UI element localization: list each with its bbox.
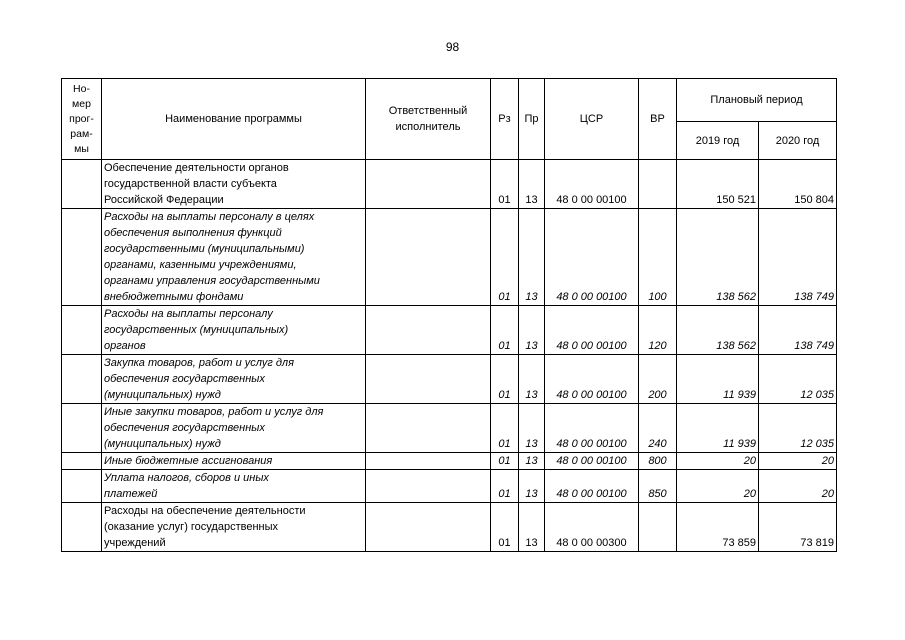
csr-cell: 48 0 00 00100 (545, 404, 639, 453)
executor-cell (366, 470, 491, 503)
executor-cell (366, 404, 491, 453)
program-name-line: Обеспечение деятельности органов (104, 162, 289, 174)
amount-2020-cell: 12 035 (759, 404, 837, 453)
program-number-cell (62, 160, 102, 209)
amount-2020-cell: 73 819 (759, 503, 837, 552)
pr-cell: 13 (519, 503, 545, 552)
header-num-line: Но- (73, 82, 90, 95)
program-name-line: (муниципальных) нужд (104, 389, 221, 401)
program-name-cell (102, 453, 366, 470)
program-name-line: органов (104, 340, 146, 352)
program-name-cell (102, 209, 366, 306)
pr-cell: 13 (519, 160, 545, 209)
csr-cell: 48 0 00 00100 (545, 355, 639, 404)
rz-cell: 01 (491, 453, 519, 470)
csr-cell: 48 0 00 00100 (545, 453, 639, 470)
budget-table (61, 78, 837, 552)
header-rz: Рз (491, 79, 519, 160)
program-name-line: Иные закупки товаров, работ и услуг для (104, 406, 324, 418)
program-name-line: государственной власти субъекта (104, 178, 277, 190)
csr-cell: 48 0 00 00300 (545, 503, 639, 552)
rz-cell: 01 (491, 470, 519, 503)
amount-2019-cell: 73 859 (677, 503, 759, 552)
program-number-cell (62, 404, 102, 453)
amount-2020-cell: 150 804 (759, 160, 837, 209)
amount-2020-cell: 12 035 (759, 355, 837, 404)
amount-2020-cell: 20 (759, 453, 837, 470)
header-num-line: прог- (69, 112, 94, 125)
table-row (62, 470, 837, 503)
program-name-cell (102, 470, 366, 503)
executor-cell (366, 160, 491, 209)
executor-cell (366, 355, 491, 404)
table-row (62, 306, 837, 355)
program-name-line: обеспечения государственных (104, 422, 265, 434)
header-program-number (62, 79, 102, 160)
program-number-cell (62, 503, 102, 552)
amount-2020-cell: 20 (759, 470, 837, 503)
csr-cell: 48 0 00 00100 (545, 306, 639, 355)
program-name-line: Российской Федерации (104, 194, 224, 206)
header-executor-line: исполнитель (395, 121, 461, 133)
header-num-line: мер (72, 97, 91, 110)
table-row (62, 503, 837, 552)
executor-cell (366, 209, 491, 306)
table-row (62, 209, 837, 306)
page-number: 98 (445, 40, 460, 54)
pr-cell: 13 (519, 470, 545, 503)
header-num-line: рам- (70, 127, 93, 140)
program-name-line: Расходы на выплаты персоналу (104, 308, 273, 320)
amount-2019-cell: 11 939 (677, 355, 759, 404)
csr-cell: 48 0 00 00100 (545, 160, 639, 209)
program-name-line: государственных (муниципальных) (104, 324, 289, 336)
program-name-line: Закупка товаров, работ и услуг для (104, 357, 295, 369)
amount-2019-cell: 150 521 (677, 160, 759, 209)
program-name-cell (102, 306, 366, 355)
header-year-2019: 2019 год (677, 122, 759, 160)
rz-cell: 01 (491, 160, 519, 209)
header-executor (366, 79, 491, 160)
table-row (62, 453, 837, 470)
program-name-line: Уплата налогов, сборов и иных (104, 472, 269, 484)
header-executor-line: Ответственный (388, 105, 468, 117)
amount-2019-cell: 20 (677, 470, 759, 503)
program-number-cell (62, 306, 102, 355)
program-name-line: обеспечения государственных (104, 373, 265, 385)
vr-cell: 800 (639, 453, 677, 470)
program-name-cell (102, 355, 366, 404)
program-name-line: Расходы на обеспечение деятельности (104, 505, 306, 517)
pr-cell: 13 (519, 306, 545, 355)
program-name-line: Расходы на выплаты персоналу в целях (104, 211, 315, 223)
header-year-2020: 2020 год (759, 122, 837, 160)
pr-cell: 13 (519, 209, 545, 306)
program-number-cell (62, 355, 102, 404)
rz-cell: 01 (491, 306, 519, 355)
program-number-cell (62, 453, 102, 470)
vr-cell (639, 160, 677, 209)
program-number-cell (62, 470, 102, 503)
header-planning-period: Плановый период (677, 79, 837, 122)
header-pr: Пр (519, 79, 545, 160)
program-name-cell (102, 404, 366, 453)
program-name-line: (муниципальных) нужд (104, 438, 221, 450)
program-name-line: платежей (104, 488, 158, 500)
executor-cell (366, 503, 491, 552)
vr-cell: 120 (639, 306, 677, 355)
program-name-line: (оказание услуг) государственных (104, 521, 279, 533)
table-row (62, 404, 837, 453)
program-name-cell (102, 160, 366, 209)
vr-cell (639, 503, 677, 552)
program-name-line: внебюджетными фондами (104, 291, 244, 303)
executor-cell (366, 306, 491, 355)
header-num-line: мы (74, 142, 89, 155)
pr-cell: 13 (519, 453, 545, 470)
header-vr: ВР (639, 79, 677, 160)
program-name-line: государственными (муниципальными) (104, 243, 305, 255)
program-name-line: учреждений (104, 537, 166, 549)
table-row (62, 160, 837, 209)
amount-2019-cell: 138 562 (677, 306, 759, 355)
amount-2019-cell: 11 939 (677, 404, 759, 453)
pr-cell: 13 (519, 404, 545, 453)
amount-2020-cell: 138 749 (759, 306, 837, 355)
vr-cell: 240 (639, 404, 677, 453)
rz-cell: 01 (491, 503, 519, 552)
amount-2020-cell: 138 749 (759, 209, 837, 306)
program-name-line: органами управления государственными (104, 275, 320, 287)
pr-cell: 13 (519, 355, 545, 404)
header-program-name: Наименование программы (102, 79, 366, 160)
vr-cell: 100 (639, 209, 677, 306)
rz-cell: 01 (491, 209, 519, 306)
amount-2019-cell: 20 (677, 453, 759, 470)
rz-cell: 01 (491, 355, 519, 404)
program-name-line: органами, казенными учреждениями, (104, 259, 297, 271)
program-name-cell (102, 503, 366, 552)
rz-cell: 01 (491, 404, 519, 453)
csr-cell: 48 0 00 00100 (545, 470, 639, 503)
program-name-line: Иные бюджетные ассигнования (104, 455, 273, 467)
vr-cell: 200 (639, 355, 677, 404)
vr-cell: 850 (639, 470, 677, 503)
program-name-line: обеспечения выполнения функций (104, 227, 282, 239)
header-csr: ЦСР (545, 79, 639, 160)
executor-cell (366, 453, 491, 470)
table-row (62, 355, 837, 404)
csr-cell: 48 0 00 00100 (545, 209, 639, 306)
amount-2019-cell: 138 562 (677, 209, 759, 306)
program-number-cell (62, 209, 102, 306)
